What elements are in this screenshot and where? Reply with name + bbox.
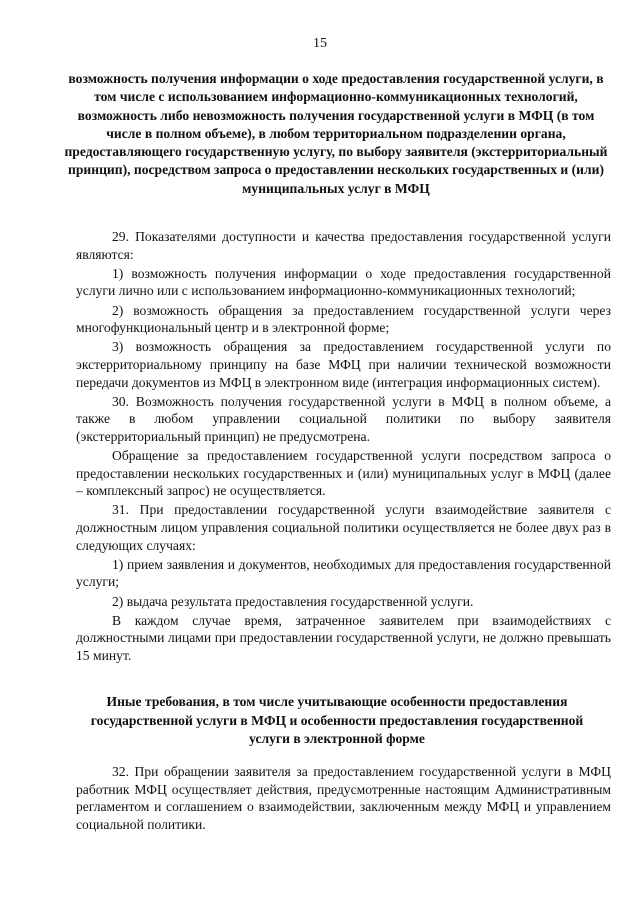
paragraph-31: 31. При предоставлении государственной услуги взаимодействие заявителя с должностным лицом управления социальной политики осуществляется не более двух раз в следующих случаях: bbox=[76, 502, 611, 553]
section-heading: возможность получения информации о ходе предоставления государственной услуги, в том числе с использованием информационно-коммуникационных технологий, возможность либо невозможность получения государственной услуги в МФЦ (в том числе в полном объеме), в любом территориальном подразделении органа, предоставляющего государственную услугу, по выбору заявителя (экстерриториальный принцип), посредством запроса о предоставлении нескольких государственных и (или) муниципальных услуг в МФЦ bbox=[64, 71, 608, 196]
section-body bbox=[76, 228, 611, 666]
list-item-31-1: 1) прием заявления и документов, необходимых для предоставления государственной услуги; bbox=[76, 556, 611, 590]
paragraph-30: 30. Возможность получения государственной услуги в МФЦ в полном объеме, а также в любом управлении социальной политики по выбору заявителя (экстерриториальный принцип) не предусмотрена. bbox=[76, 393, 611, 444]
list-item-31-2: 2) выдача результата предоставления государственной услуги. bbox=[112, 593, 474, 609]
paragraph-29: 29. Показателями доступности и качества предоставления государственной услуги являются: bbox=[76, 229, 611, 262]
list-item-29-3: 3) возможность обращения за предоставлением государственной услуги по экстерриториальному принципу на базе МФЦ при наличии технической возможности передачи документов из МФЦ в электронном виде (интеграция информационных систем). bbox=[76, 339, 611, 390]
paragraph-31-time-limit: В каждом случае время, затраченное заявителем при взаимодействиях с должностными лицами при предоставлении государственной услуги, не должно превышать 15 минут. bbox=[76, 612, 611, 663]
list-item-29-2: 2) возможность обращения за предоставлением государственной услуги через многофункциональный центр и в электронной форме; bbox=[76, 302, 611, 336]
paragraph-30-complex-request: Обращение за предоставлением государственной услуги посредством запроса о предоставлении нескольких государственных и (или) муниципальных услуг в МФЦ (далее – комплексный запрос) не осуществляется. bbox=[76, 448, 611, 499]
page-number: 15 bbox=[313, 36, 327, 51]
paragraph-32: 32. При обращении заявителя за предоставлением государственной услуги в МФЦ работник МФЦ осуществляет действия, предусмотренные настоящим Административным регламентом и соглашением о взаимодействии, заключенным между МФЦ и управлением социальной политики. bbox=[76, 764, 611, 832]
list-item-29-1: 1) возможность получения информации о ходе предоставления государственной услуги лично или с использованием информационно-коммуникационных технологий; bbox=[76, 265, 611, 299]
section-heading-2: Иные требования, в том числе учитывающие особенности предоставления государственной услуги в МФЦ и особенности предоставления государственной услуги в электронной форме bbox=[90, 694, 584, 746]
section-body-2 bbox=[76, 763, 611, 835]
